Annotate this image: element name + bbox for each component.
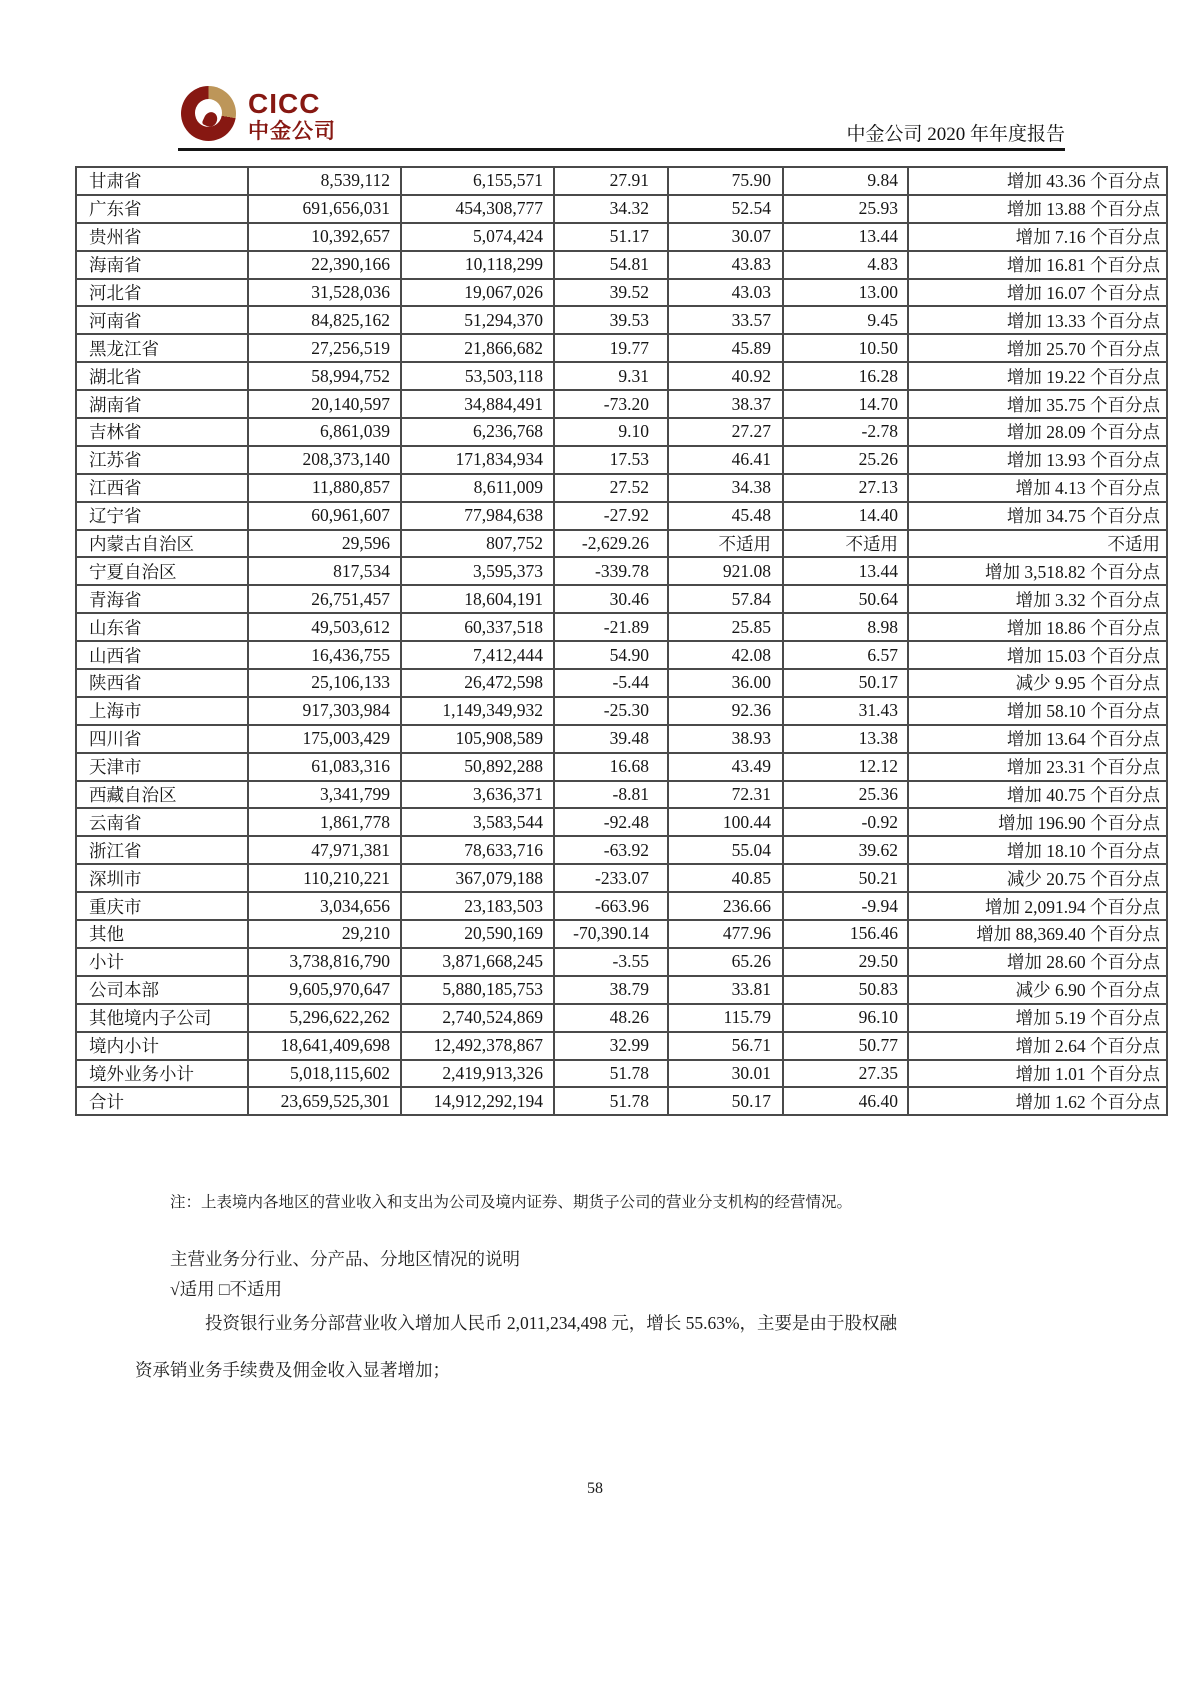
applicability-line: √适用 □不适用 <box>170 1279 283 1299</box>
header-rule <box>178 148 1065 151</box>
value-cell: 14.40 <box>783 502 908 530</box>
region-cell: 吉林省 <box>76 418 248 446</box>
value-cell: 10.50 <box>783 334 908 362</box>
value-cell: 454,308,777 <box>401 195 554 223</box>
region-cell: 湖北省 <box>76 362 248 390</box>
value-cell: 50.83 <box>783 976 908 1004</box>
table-row <box>76 390 1167 418</box>
value-cell: -63.92 <box>554 836 668 864</box>
value-cell: 47,971,381 <box>248 836 401 864</box>
value-cell: 14,912,292,194 <box>401 1087 554 1115</box>
value-cell: 增加 18.86 个百分点 <box>908 613 1167 641</box>
table-row <box>76 223 1167 251</box>
table-row <box>76 334 1167 362</box>
value-cell: 100.44 <box>668 808 783 836</box>
value-cell: 367,079,188 <box>401 864 554 892</box>
value-cell: 13.44 <box>783 223 908 251</box>
value-cell: 12.12 <box>783 753 908 781</box>
value-cell: 53,503,118 <box>401 362 554 390</box>
table-row <box>76 808 1167 836</box>
value-cell: 20,140,597 <box>248 390 401 418</box>
value-cell: -339.78 <box>554 557 668 585</box>
value-cell: 增加 13.93 个百分点 <box>908 446 1167 474</box>
value-cell: 56.71 <box>668 1032 783 1060</box>
value-cell: 8.98 <box>783 613 908 641</box>
region-cell: 宁夏自治区 <box>76 557 248 585</box>
value-cell: -27.92 <box>554 502 668 530</box>
value-cell: 49,503,612 <box>248 613 401 641</box>
value-cell: 34.38 <box>668 474 783 502</box>
value-cell: 51.78 <box>554 1060 668 1088</box>
value-cell: 10,392,657 <box>248 223 401 251</box>
value-cell: 增加 2.64 个百分点 <box>908 1032 1167 1060</box>
paragraph-line-2: 资承销业务手续费及佣金收入显著增加； <box>135 1360 450 1380</box>
value-cell: 6,861,039 <box>248 418 401 446</box>
value-cell: 75.90 <box>668 167 783 195</box>
value-cell: 21,866,682 <box>401 334 554 362</box>
table-row <box>76 1087 1167 1115</box>
value-cell: 115.79 <box>668 1004 783 1032</box>
value-cell: 208,373,140 <box>248 446 401 474</box>
value-cell: 增加 58.10 个百分点 <box>908 697 1167 725</box>
value-cell: -73.20 <box>554 390 668 418</box>
value-cell: 17.53 <box>554 446 668 474</box>
value-cell: 50,892,288 <box>401 753 554 781</box>
value-cell: 105,908,589 <box>401 725 554 753</box>
value-cell: -70,390.14 <box>554 920 668 948</box>
value-cell: -0.92 <box>783 808 908 836</box>
value-cell: 33.57 <box>668 306 783 334</box>
table-row <box>76 613 1167 641</box>
value-cell: 13.00 <box>783 279 908 307</box>
value-cell: 30.07 <box>668 223 783 251</box>
value-cell: 13.38 <box>783 725 908 753</box>
table-row <box>76 836 1167 864</box>
value-cell: 43.03 <box>668 279 783 307</box>
value-cell: 43.83 <box>668 251 783 279</box>
value-cell: 50.77 <box>783 1032 908 1060</box>
value-cell: 40.92 <box>668 362 783 390</box>
value-cell: -3.55 <box>554 948 668 976</box>
table-row <box>76 557 1167 585</box>
value-cell: 增加 88,369.40 个百分点 <box>908 920 1167 948</box>
value-cell: 38.79 <box>554 976 668 1004</box>
value-cell: 65.26 <box>668 948 783 976</box>
logo-text-cn: 中金公司 <box>248 120 336 143</box>
region-cell: 河南省 <box>76 306 248 334</box>
value-cell: 9.84 <box>783 167 908 195</box>
value-cell: 不适用 <box>668 530 783 558</box>
value-cell: 96.10 <box>783 1004 908 1032</box>
value-cell: 8,611,009 <box>401 474 554 502</box>
value-cell: 18,604,191 <box>401 585 554 613</box>
region-cell: 山西省 <box>76 641 248 669</box>
table-row <box>76 753 1167 781</box>
page-number: 58 <box>587 1480 603 1497</box>
region-cell: 江苏省 <box>76 446 248 474</box>
value-cell: 50.17 <box>668 1087 783 1115</box>
value-cell: 减少 9.95 个百分点 <box>908 669 1167 697</box>
region-cell: 甘肃省 <box>76 167 248 195</box>
value-cell: 3,636,371 <box>401 781 554 809</box>
value-cell: 20,590,169 <box>401 920 554 948</box>
table-row <box>76 362 1167 390</box>
value-cell: 51.78 <box>554 1087 668 1115</box>
region-cell: 重庆市 <box>76 892 248 920</box>
section-heading: 主营业务分行业、分产品、分地区情况的说明 <box>170 1249 520 1269</box>
value-cell: 52.54 <box>668 195 783 223</box>
value-cell: 26,751,457 <box>248 585 401 613</box>
value-cell: 18,641,409,698 <box>248 1032 401 1060</box>
value-cell: -25.30 <box>554 697 668 725</box>
value-cell: 30.46 <box>554 585 668 613</box>
value-cell: 38.37 <box>668 390 783 418</box>
value-cell: 增加 1.62 个百分点 <box>908 1087 1167 1115</box>
value-cell: 12,492,378,867 <box>401 1032 554 1060</box>
table-row <box>76 1032 1167 1060</box>
value-cell: 691,656,031 <box>248 195 401 223</box>
value-cell: 增加 3.32 个百分点 <box>908 585 1167 613</box>
table-row <box>76 530 1167 558</box>
value-cell: 921.08 <box>668 557 783 585</box>
value-cell: 5,296,622,262 <box>248 1004 401 1032</box>
value-cell: 7,412,444 <box>401 641 554 669</box>
value-cell: 27.35 <box>783 1060 908 1088</box>
value-cell: 3,034,656 <box>248 892 401 920</box>
value-cell: 增加 23.31 个百分点 <box>908 753 1167 781</box>
value-cell: 增加 7.16 个百分点 <box>908 223 1167 251</box>
value-cell: 增加 13.33 个百分点 <box>908 306 1167 334</box>
region-table-body <box>76 167 1167 1115</box>
value-cell: 26,472,598 <box>401 669 554 697</box>
value-cell: 175,003,429 <box>248 725 401 753</box>
value-cell: 43.49 <box>668 753 783 781</box>
value-cell: 3,341,799 <box>248 781 401 809</box>
value-cell: 92.36 <box>668 697 783 725</box>
region-cell: 其他境内子公司 <box>76 1004 248 1032</box>
region-cell: 广东省 <box>76 195 248 223</box>
region-cell: 海南省 <box>76 251 248 279</box>
value-cell: 477.96 <box>668 920 783 948</box>
value-cell: 78,633,716 <box>401 836 554 864</box>
region-cell: 境外业务小计 <box>76 1060 248 1088</box>
value-cell: 9.45 <box>783 306 908 334</box>
value-cell: 27.27 <box>668 418 783 446</box>
value-cell: 33.81 <box>668 976 783 1004</box>
value-cell: 29,596 <box>248 530 401 558</box>
value-cell: 增加 1.01 个百分点 <box>908 1060 1167 1088</box>
value-cell: 31.43 <box>783 697 908 725</box>
table-row <box>76 195 1167 223</box>
table-row <box>76 669 1167 697</box>
value-cell: 29,210 <box>248 920 401 948</box>
value-cell: 6,155,571 <box>401 167 554 195</box>
value-cell: 817,534 <box>248 557 401 585</box>
region-cell: 天津市 <box>76 753 248 781</box>
value-cell: 46.40 <box>783 1087 908 1115</box>
value-cell: 增加 5.19 个百分点 <box>908 1004 1167 1032</box>
table-row <box>76 976 1167 1004</box>
value-cell: 32.99 <box>554 1032 668 1060</box>
region-cell: 深圳市 <box>76 864 248 892</box>
value-cell: 25.93 <box>783 195 908 223</box>
value-cell: 27.91 <box>554 167 668 195</box>
value-cell: 51,294,370 <box>401 306 554 334</box>
value-cell: 5,018,115,602 <box>248 1060 401 1088</box>
region-cell: 河北省 <box>76 279 248 307</box>
value-cell: 增加 34.75 个百分点 <box>908 502 1167 530</box>
table-row <box>76 697 1167 725</box>
value-cell: 171,834,934 <box>401 446 554 474</box>
value-cell: -5.44 <box>554 669 668 697</box>
value-cell: 50.64 <box>783 585 908 613</box>
table-note: 注：上表境内各地区的营业收入和支出为公司及境内证券、期货子公司的营业分支机构的经营情况。 <box>170 1194 853 1211</box>
value-cell: 6.57 <box>783 641 908 669</box>
region-cell: 云南省 <box>76 808 248 836</box>
value-cell: -2,629.26 <box>554 530 668 558</box>
region-cell: 辽宁省 <box>76 502 248 530</box>
table-row <box>76 864 1167 892</box>
region-cell: 江西省 <box>76 474 248 502</box>
value-cell: 50.17 <box>783 669 908 697</box>
value-cell: 1,149,349,932 <box>401 697 554 725</box>
table-row <box>76 641 1167 669</box>
value-cell: 30.01 <box>668 1060 783 1088</box>
value-cell: 14.70 <box>783 390 908 418</box>
value-cell: -2.78 <box>783 418 908 446</box>
region-cell: 山东省 <box>76 613 248 641</box>
value-cell: 61,083,316 <box>248 753 401 781</box>
value-cell: -9.94 <box>783 892 908 920</box>
value-cell: 72.31 <box>668 781 783 809</box>
value-cell: 110,210,221 <box>248 864 401 892</box>
value-cell: 25.85 <box>668 613 783 641</box>
value-cell: 增加 196.90 个百分点 <box>908 808 1167 836</box>
table-row <box>76 306 1167 334</box>
value-cell: 4.83 <box>783 251 908 279</box>
value-cell: 48.26 <box>554 1004 668 1032</box>
table-row <box>76 251 1167 279</box>
value-cell: 19.77 <box>554 334 668 362</box>
paragraph-line-1: 投资银行业务分部营业收入增加人民币 2,011,234,498 元，增长 55.63%，主要是由于股权融 <box>205 1313 898 1333</box>
value-cell: 25.26 <box>783 446 908 474</box>
value-cell: 13.44 <box>783 557 908 585</box>
value-cell: 减少 6.90 个百分点 <box>908 976 1167 1004</box>
region-cell: 合计 <box>76 1087 248 1115</box>
value-cell: 25,106,133 <box>248 669 401 697</box>
table-row <box>76 167 1167 195</box>
value-cell: 增加 40.75 个百分点 <box>908 781 1167 809</box>
table-row <box>76 948 1167 976</box>
value-cell: 2,740,524,869 <box>401 1004 554 1032</box>
value-cell: 25.36 <box>783 781 908 809</box>
value-cell: -21.89 <box>554 613 668 641</box>
value-cell: 36.00 <box>668 669 783 697</box>
value-cell: 增加 28.09 个百分点 <box>908 418 1167 446</box>
value-cell: 39.62 <box>783 836 908 864</box>
value-cell: 3,583,544 <box>401 808 554 836</box>
table-row <box>76 446 1167 474</box>
value-cell: 31,528,036 <box>248 279 401 307</box>
value-cell: 6,236,768 <box>401 418 554 446</box>
value-cell: 增加 15.03 个百分点 <box>908 641 1167 669</box>
value-cell: 增加 16.81 个百分点 <box>908 251 1167 279</box>
region-cell: 公司本部 <box>76 976 248 1004</box>
value-cell: 减少 20.75 个百分点 <box>908 864 1167 892</box>
value-cell: 42.08 <box>668 641 783 669</box>
value-cell: 236.66 <box>668 892 783 920</box>
region-cell: 青海省 <box>76 585 248 613</box>
region-cell: 四川省 <box>76 725 248 753</box>
value-cell: 9.31 <box>554 362 668 390</box>
value-cell: 10,118,299 <box>401 251 554 279</box>
value-cell: 807,752 <box>401 530 554 558</box>
table-row <box>76 585 1167 613</box>
value-cell: 不适用 <box>783 530 908 558</box>
value-cell: 16.28 <box>783 362 908 390</box>
value-cell: 60,337,518 <box>401 613 554 641</box>
value-cell: 3,871,668,245 <box>401 948 554 976</box>
value-cell: 9.10 <box>554 418 668 446</box>
table-row <box>76 892 1167 920</box>
value-cell: 增加 18.10 个百分点 <box>908 836 1167 864</box>
value-cell: 22,390,166 <box>248 251 401 279</box>
region-cell: 陕西省 <box>76 669 248 697</box>
value-cell: 增加 13.64 个百分点 <box>908 725 1167 753</box>
value-cell: 1,861,778 <box>248 808 401 836</box>
table-row <box>76 474 1167 502</box>
value-cell: 45.48 <box>668 502 783 530</box>
value-cell: 增加 2,091.94 个百分点 <box>908 892 1167 920</box>
value-cell: 27.13 <box>783 474 908 502</box>
value-cell: 2,419,913,326 <box>401 1060 554 1088</box>
report-title: 中金公司 2020 年年度报告 <box>846 124 1065 145</box>
logo-text-en: CICC <box>248 88 321 119</box>
value-cell: 11,880,857 <box>248 474 401 502</box>
value-cell: 8,539,112 <box>248 167 401 195</box>
value-cell: -663.96 <box>554 892 668 920</box>
table-row <box>76 1004 1167 1032</box>
value-cell: 27.52 <box>554 474 668 502</box>
region-cell: 上海市 <box>76 697 248 725</box>
value-cell: 3,595,373 <box>401 557 554 585</box>
value-cell: 54.90 <box>554 641 668 669</box>
value-cell: 5,074,424 <box>401 223 554 251</box>
table-row <box>76 1060 1167 1088</box>
value-cell: -233.07 <box>554 864 668 892</box>
value-cell: 45.89 <box>668 334 783 362</box>
value-cell: 34,884,491 <box>401 390 554 418</box>
value-cell: 39.53 <box>554 306 668 334</box>
table-row <box>76 920 1167 948</box>
value-cell: 增加 13.88 个百分点 <box>908 195 1167 223</box>
value-cell: 增加 4.13 个百分点 <box>908 474 1167 502</box>
value-cell: -92.48 <box>554 808 668 836</box>
value-cell: 5,880,185,753 <box>401 976 554 1004</box>
region-cell: 内蒙古自治区 <box>76 530 248 558</box>
value-cell: 增加 35.75 个百分点 <box>908 390 1167 418</box>
value-cell: 39.52 <box>554 279 668 307</box>
value-cell: -8.81 <box>554 781 668 809</box>
value-cell: 增加 43.36 个百分点 <box>908 167 1167 195</box>
value-cell: 16.68 <box>554 753 668 781</box>
value-cell: 增加 16.07 个百分点 <box>908 279 1167 307</box>
region-financial-table <box>75 166 1168 1116</box>
value-cell: 84,825,162 <box>248 306 401 334</box>
value-cell: 29.50 <box>783 948 908 976</box>
value-cell: 57.84 <box>668 585 783 613</box>
table-row <box>76 279 1167 307</box>
value-cell: 27,256,519 <box>248 334 401 362</box>
value-cell: 156.46 <box>783 920 908 948</box>
value-cell: 23,659,525,301 <box>248 1087 401 1115</box>
value-cell: 19,067,026 <box>401 279 554 307</box>
value-cell: 46.41 <box>668 446 783 474</box>
region-cell: 小计 <box>76 948 248 976</box>
value-cell: 51.17 <box>554 223 668 251</box>
value-cell: 50.21 <box>783 864 908 892</box>
value-cell: 58,994,752 <box>248 362 401 390</box>
region-cell: 境内小计 <box>76 1032 248 1060</box>
value-cell: 40.85 <box>668 864 783 892</box>
region-cell: 湖南省 <box>76 390 248 418</box>
value-cell: 增加 25.70 个百分点 <box>908 334 1167 362</box>
value-cell: 54.81 <box>554 251 668 279</box>
value-cell: 23,183,503 <box>401 892 554 920</box>
value-cell: 38.93 <box>668 725 783 753</box>
table-row <box>76 502 1167 530</box>
body-paragraph <box>135 1310 1035 1382</box>
value-cell: 9,605,970,647 <box>248 976 401 1004</box>
value-cell: 60,961,607 <box>248 502 401 530</box>
value-cell: 55.04 <box>668 836 783 864</box>
region-cell: 贵州省 <box>76 223 248 251</box>
table-row <box>76 725 1167 753</box>
value-cell: 增加 19.22 个百分点 <box>908 362 1167 390</box>
value-cell: 不适用 <box>908 530 1167 558</box>
value-cell: 增加 3,518.82 个百分点 <box>908 557 1167 585</box>
region-cell: 其他 <box>76 920 248 948</box>
value-cell: 77,984,638 <box>401 502 554 530</box>
table-row <box>76 781 1167 809</box>
value-cell: 917,303,984 <box>248 697 401 725</box>
table-row <box>76 418 1167 446</box>
value-cell: 39.48 <box>554 725 668 753</box>
region-cell: 浙江省 <box>76 836 248 864</box>
value-cell: 3,738,816,790 <box>248 948 401 976</box>
region-cell: 西藏自治区 <box>76 781 248 809</box>
value-cell: 增加 28.60 个百分点 <box>908 948 1167 976</box>
value-cell: 16,436,755 <box>248 641 401 669</box>
value-cell: 34.32 <box>554 195 668 223</box>
region-cell: 黑龙江省 <box>76 334 248 362</box>
